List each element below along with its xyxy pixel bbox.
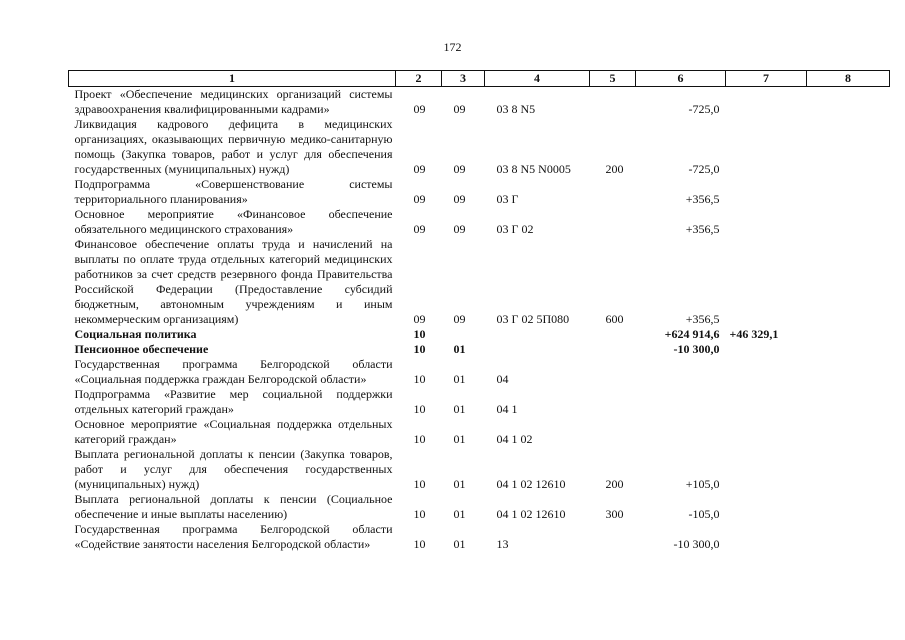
section-code: 09 [413, 162, 426, 176]
amount-column-7 [726, 87, 807, 118]
subsection-code [442, 327, 485, 342]
column-number: 6 [636, 71, 726, 87]
expense-type-code [590, 357, 636, 387]
amount-column-7 [726, 417, 807, 447]
target-article-code: 03 8 N5 [496, 102, 536, 116]
expense-type-code [590, 177, 636, 207]
amount-change: +624 914,6 [664, 327, 720, 341]
amount-change: +356,5 [685, 192, 720, 206]
target-article-code [485, 327, 590, 342]
section-code: 09 [413, 222, 426, 236]
column-number: 3 [442, 71, 485, 87]
row-name: Подпрограмма «Совершенствование системы территориального планирования» [74, 177, 393, 206]
page-number: 172 [443, 40, 462, 54]
table-row [69, 327, 890, 342]
row-name: Выплата региональной доплаты к пенсии (Закупка товаров, работ и услуг для обеспечения государственных (муниципальных) нужд) [74, 447, 393, 491]
target-article-code: 04 1 02 12610 [496, 477, 566, 491]
amount-change: -10 300,0 [673, 537, 720, 551]
target-article-code: 04 1 02 12610 [496, 507, 566, 521]
row-name: Финансовое обеспечение оплаты труда и начислений на выплаты по оплате труда отдельных категорий медицинских работников за счет средств резервного фонда Правительства Российской Федерации (Предоставление субсидий бюджетным, автономным учреждениям и иным некоммерческим организациям) [74, 237, 393, 326]
amount-column-8 [807, 177, 890, 207]
column-number: 1 [69, 71, 396, 87]
table-row [69, 387, 890, 417]
section-code: 09 [413, 102, 426, 116]
amount-column-8 [807, 387, 890, 417]
subsection-code: 01 [453, 432, 466, 446]
amount-change: +356,5 [685, 312, 720, 326]
expense-type-code [590, 342, 636, 357]
subsection-code: 09 [453, 192, 466, 206]
expense-type-code [590, 387, 636, 417]
amount-change [636, 417, 726, 447]
amount-column-8 [807, 87, 890, 118]
amount-change: -105,0 [688, 507, 720, 521]
row-name: Пенсионное обеспечение [74, 342, 209, 356]
column-number: 8 [807, 71, 890, 87]
target-article-code: 13 [496, 537, 509, 551]
amount-column-8 [807, 207, 890, 237]
table-row [69, 117, 890, 177]
table-row [69, 87, 890, 118]
row-name: Основное мероприятие «Социальная поддержка отдельных категорий граждан» [74, 417, 393, 446]
amount-column-8 [807, 357, 890, 387]
column-number-row [69, 71, 890, 87]
subsection-code: 01 [453, 477, 466, 491]
section-code: 10 [413, 402, 426, 416]
column-number: 4 [485, 71, 590, 87]
expense-type-code [590, 417, 636, 447]
subsection-code: 01 [453, 507, 466, 521]
amount-change: -725,0 [688, 162, 720, 176]
table-row [69, 237, 890, 327]
row-name: Государственная программа Белгородской области «Социальная поддержка граждан Белгородской области» [74, 357, 393, 386]
subsection-code: 01 [453, 342, 466, 356]
amount-change [636, 357, 726, 387]
expense-type-code: 300 [605, 507, 624, 521]
table-row [69, 342, 890, 357]
table-row [69, 177, 890, 207]
amount-change [636, 387, 726, 417]
section-code: 09 [413, 312, 426, 326]
amount-change: -725,0 [688, 102, 720, 116]
row-name: Основное мероприятие «Финансовое обеспечение обязательного медицинского страхования» [74, 207, 393, 236]
expense-type-code [590, 522, 636, 552]
expense-type-code: 600 [605, 312, 624, 326]
table-row [69, 207, 890, 237]
row-name: Подпрограмма «Развитие мер социальной поддержки отдельных категорий граждан» [74, 387, 393, 416]
amount-column-7 [726, 237, 807, 327]
section-code: 10 [413, 327, 426, 341]
section-code: 09 [413, 192, 426, 206]
subsection-code: 01 [453, 537, 466, 551]
row-name: Выплата региональной доплаты к пенсии (Социальное обеспечение и иные выплаты населению) [74, 492, 393, 521]
amount-column-7 [726, 492, 807, 522]
amount-column-8 [807, 522, 890, 552]
target-article-code: 03 8 N5 N0005 [496, 162, 571, 176]
subsection-code: 01 [453, 372, 466, 386]
target-article-code: 04 1 [496, 402, 518, 416]
target-article-code: 03 Г 02 5П080 [496, 312, 570, 326]
section-code: 10 [413, 372, 426, 386]
expense-type-code [590, 327, 636, 342]
amount-change: +356,5 [685, 222, 720, 236]
amount-column-7 [726, 522, 807, 552]
column-number: 7 [726, 71, 807, 87]
target-article-code: 04 1 02 [496, 432, 533, 446]
section-code: 10 [413, 432, 426, 446]
subsection-code: 09 [453, 162, 466, 176]
table-row [69, 447, 890, 492]
row-name: Государственная программа Белгородской области «Содействие занятости населения Белгородской области» [74, 522, 393, 551]
row-name: Социальная политика [74, 327, 197, 341]
amount-column-7 [726, 447, 807, 492]
section-code: 10 [413, 537, 426, 551]
subsection-code: 09 [453, 312, 466, 326]
amount-column-8 [807, 417, 890, 447]
target-article-code: 04 [496, 372, 509, 386]
amount-column-8 [807, 237, 890, 327]
budget-table [68, 70, 890, 552]
column-number: 5 [590, 71, 636, 87]
subsection-code: 09 [453, 102, 466, 116]
section-code: 10 [413, 507, 426, 521]
subsection-code: 01 [453, 402, 466, 416]
amount-column-7 [726, 342, 807, 357]
table-row [69, 492, 890, 522]
amount-column-8 [807, 342, 890, 357]
amount-column-8 [807, 447, 890, 492]
subsection-code: 09 [453, 222, 466, 236]
table-row [69, 522, 890, 552]
amount-column-8 [807, 327, 890, 342]
expense-type-code: 200 [605, 162, 624, 176]
section-code: 10 [413, 342, 426, 356]
expense-type-code: 200 [605, 477, 624, 491]
amount-column-7 [726, 177, 807, 207]
amount-change: +105,0 [685, 477, 720, 491]
row-name: Проект «Обеспечение медицинских организаций системы здравоохранения квалифицированными кадрами» [74, 87, 393, 116]
target-article-code [485, 342, 590, 357]
target-article-code: 03 Г [496, 192, 519, 206]
table-row [69, 357, 890, 387]
section-code: 10 [413, 477, 426, 491]
column-number: 2 [396, 71, 442, 87]
amount-column-7 [726, 387, 807, 417]
amount-column-7 [726, 357, 807, 387]
amount-column-7 [726, 207, 807, 237]
amount-column-7 [726, 117, 807, 177]
amount-column-8 [807, 492, 890, 522]
target-article-code: 03 Г 02 [496, 222, 534, 236]
expense-type-code [590, 87, 636, 118]
amount-change: -10 300,0 [673, 342, 720, 356]
amount-column-8 [807, 117, 890, 177]
row-name: Ликвидация кадрового дефицита в медицинских организациях, оказывающих первичную медико-санитарную помощь (Закупка товаров, работ и услуг для обеспечения государственных (муниципальных) нужд) [74, 117, 393, 176]
expense-type-code [590, 207, 636, 237]
amount-column-7: +46 329,1 [729, 327, 779, 341]
table-row [69, 417, 890, 447]
